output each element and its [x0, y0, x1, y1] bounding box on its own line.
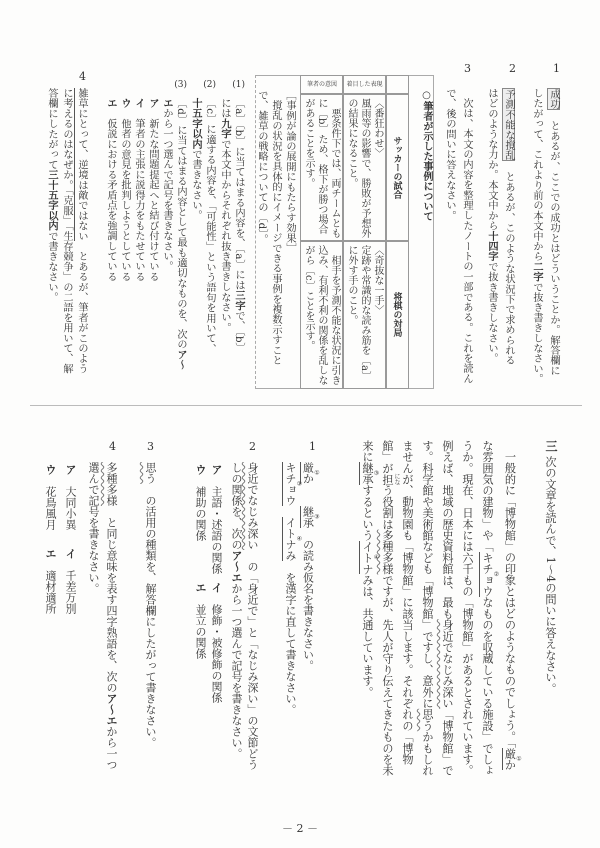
text: で書きなさい。	[46, 230, 57, 303]
text: とあるが、筆者がこのよう	[76, 251, 87, 374]
target-word: 思う	[421, 708, 434, 732]
question-number: 4	[109, 440, 116, 453]
mark-number: ③	[373, 462, 380, 485]
text: う役割は	[381, 484, 394, 530]
choice-item	[64, 464, 77, 530]
target-word: イトナ	[361, 540, 374, 575]
part3-question-4	[84, 462, 120, 770]
target-word: 思う	[144, 462, 157, 484]
choice-item	[194, 582, 207, 659]
target-word: 継承	[361, 462, 374, 485]
choice-list	[103, 98, 159, 282]
text: 一般的に「博物館」の印象とはどのようなものでしょう。「	[503, 451, 517, 748]
text: で書きなさい。	[190, 149, 201, 221]
choice-list	[192, 464, 224, 574]
choice-list	[40, 548, 80, 614]
emphasis: ア～エ	[230, 550, 243, 583]
text: 「博物館」で	[441, 708, 454, 777]
choice-item	[133, 98, 144, 282]
choice-text: 他者の意見を批判しようとしている	[119, 118, 130, 282]
part3-question-1	[282, 462, 320, 715]
text: を漢字に直して書きなさい。	[284, 572, 297, 715]
question-number: 2	[249, 440, 256, 453]
question-number: 3	[147, 440, 154, 453]
passage-line	[441, 440, 454, 776]
question-number: 1	[553, 62, 560, 75]
choice-text: 並立の関係	[194, 604, 207, 659]
text: で抜き書きしなさい。	[531, 281, 542, 384]
target-word: 身近でなじみ深い	[246, 462, 259, 550]
emphasis: 九字	[219, 118, 230, 139]
soccer-focus-cell	[342, 93, 387, 242]
mark-number: ②	[296, 462, 303, 506]
subquestion-1	[217, 98, 245, 353]
shogi-focus-cell	[342, 240, 387, 389]
text: と同じ意味を表す四字熟語を、次の	[105, 517, 118, 693]
text: 館」が	[381, 440, 394, 474]
choice-item	[210, 464, 223, 574]
marked-phrase: 予測不能な撹乱	[503, 89, 514, 161]
mark-number: ④	[296, 517, 303, 561]
furigana: にな	[393, 473, 400, 486]
emphasis: ア～エ	[105, 693, 118, 726]
text: みは、共通しています。	[361, 574, 374, 698]
choice-text: 筆者の主張に説得力をもたせている	[133, 118, 144, 282]
text: な雰囲気の建物」や「	[481, 440, 494, 552]
question-text	[441, 88, 475, 388]
choice-label: ア	[64, 464, 77, 475]
text: ですが、先人が守り伝えてきたものを未	[381, 574, 394, 777]
emphasis: エ	[161, 98, 172, 109]
text: で、後の問いに答えなさい。	[444, 88, 455, 221]
mark-number: ①	[313, 462, 321, 484]
question-number: 4	[79, 70, 86, 83]
text: かもしれ	[421, 731, 434, 777]
passage-line	[481, 440, 500, 777]
passage-line: ませんが、動物園も「博物館」に該当します。それぞれの「博物	[401, 440, 414, 765]
question-text	[44, 88, 89, 374]
marked-phrase: 雑草にとって、逆境は敵ではない	[76, 88, 87, 241]
subquestion-number: (3)	[174, 80, 187, 90]
subquestion-3	[159, 98, 187, 370]
text: で、〔b〕	[233, 310, 244, 353]
emphasis: ア～	[175, 349, 186, 370]
emphasis: 十四字	[486, 230, 497, 262]
column-header-intent: 筆者の意図	[300, 75, 344, 95]
text: 例えば、地域の歴史資料館は、最も	[441, 440, 454, 620]
subquestion-2	[188, 98, 216, 354]
choice-label: ア	[210, 464, 223, 475]
text: の読み仮名を書きなさい。	[301, 539, 315, 671]
target-word: 多種多様	[105, 462, 118, 506]
choice-text: 適材適所	[44, 570, 57, 614]
part3-question-2	[228, 462, 260, 770]
text: から一つ選んで記号を書きなさい。	[161, 108, 172, 272]
text: 来に	[361, 440, 374, 463]
passage-line	[421, 440, 434, 776]
passage-line	[361, 440, 380, 698]
cell-text: 風雨等の影響で、勝敗が予想外の結果になること。	[346, 98, 370, 238]
emphasis: 三字	[233, 290, 244, 311]
text: す。科学館や美術館なども「博物館」ですし、意外に	[421, 440, 434, 709]
text: したがって、これより前の本文中から	[531, 88, 542, 262]
choice-item	[44, 464, 57, 530]
text: の「身近で」と「なじみ深い」の文節どう	[246, 561, 259, 770]
choice-text: 主語・述語の関係	[210, 486, 223, 574]
question-number: 3	[464, 62, 471, 75]
question-text	[528, 88, 562, 388]
effect-text: 撹乱の状況を具体的にイメージできる事例を複数示すこと	[270, 100, 281, 366]
target-word: 厳か	[503, 748, 517, 771]
question-number: 2	[509, 62, 516, 75]
section-divider	[30, 405, 582, 406]
text: から一つ選んで記号を書きなさい。	[230, 583, 243, 759]
note-title: ○筆者が示した事例について	[421, 90, 432, 221]
choice-text: 修飾・被修飾の関係	[210, 604, 223, 703]
choice-text: 仮説における矛盾点を強調している	[105, 118, 116, 282]
choice-label: イ	[64, 548, 77, 559]
choice-item	[119, 98, 130, 282]
passage-line	[381, 440, 400, 777]
question-text	[483, 88, 517, 388]
choice-item	[210, 582, 223, 703]
cell-text: 定跡や常識的な読み筋を〔a〕に外す手のこと。	[346, 245, 370, 381]
target-word: イトナみ	[284, 517, 297, 561]
row-header-shogi: 将棋の対局	[385, 240, 409, 389]
soccer-intent-cell	[300, 93, 344, 242]
target-word: 身近でなじみ深い	[441, 619, 454, 709]
mark-number: ④	[373, 540, 380, 575]
choice-item	[44, 548, 57, 614]
question-number: 1	[309, 440, 316, 453]
effect-title: ［事例が論の展開にもたらす効果］	[284, 90, 295, 254]
subquestion-number: (1)	[232, 80, 245, 90]
text: はどのような力か。本文中から	[486, 88, 497, 231]
column-header-focus: 着目した表現	[342, 75, 387, 95]
choice-label: イ	[133, 98, 144, 109]
section-heading: 三	[544, 440, 558, 452]
choice-text: 花鳥風月	[44, 486, 57, 530]
choice-list	[192, 582, 224, 703]
emphasis: 十五字以内	[190, 98, 201, 149]
marked-phrase: 成功	[548, 89, 559, 110]
choice-item	[194, 464, 207, 541]
part3-question-3	[142, 462, 158, 748]
reading-passage	[357, 440, 522, 780]
choice-label: ウ	[44, 464, 57, 475]
table-corner	[385, 75, 409, 95]
text: 〔a〕〔b〕に当てはまる内容を、〔a〕には	[233, 98, 244, 291]
choice-list	[40, 464, 80, 530]
passage-line	[500, 440, 523, 770]
choice-label: ウ	[194, 464, 207, 475]
effect-section	[254, 90, 296, 385]
target-word: 厳か	[301, 462, 315, 484]
page-number: － 2 －	[282, 822, 318, 835]
choice-label: ア	[147, 98, 158, 109]
text: の活用の種類を、解答欄にしたがって書きなさい。	[144, 495, 157, 748]
text: 答欄にしたがって	[46, 88, 57, 170]
choice-text: 補助の関係	[194, 486, 207, 541]
text: 〔c〕に適する内容を、「可能性」という語句を用いて、	[204, 98, 215, 354]
text: に考えるのはなぜか。「克服」「生存競争」の二語を用いて、解	[61, 88, 72, 374]
choice-text: 千差万別	[64, 570, 77, 614]
choice-label: イ	[210, 582, 223, 593]
expression-title: 〈奇抜な一手〉	[372, 245, 383, 315]
text: 次は、本文の内容を整理したノートの一部である。これを読ん	[461, 98, 472, 384]
emphasis: 三十五字以内	[46, 169, 57, 231]
choice-label: エ	[44, 548, 57, 559]
mark-number: ②	[493, 552, 500, 597]
choice-label: エ	[105, 98, 116, 109]
text: 選んで記号を書きなさい。	[87, 462, 100, 594]
cell-text: 悪条件下では、両チームともに〔b〕ため、格下が勝つ場合があることを示す。	[303, 98, 340, 238]
cell-text: 相手を予測不能な状況に引き込み、有利不利の関係を乱しながら〔c〕ことを示す。	[303, 245, 340, 385]
target-word: キチョウ	[284, 462, 297, 506]
choice-item	[147, 98, 158, 282]
choice-text: 大同小異	[64, 486, 77, 530]
effect-text: で、雑草の戦略についての〔d〕。	[256, 90, 267, 245]
emphasis: 二字	[531, 261, 542, 282]
target-word: キチョウ	[481, 552, 494, 597]
target-word: 多種多様	[381, 529, 394, 575]
text: とあるが、ここでの成功とはどういうことか。解答欄に	[548, 120, 559, 376]
text: しの関係を、次の	[230, 462, 243, 550]
expression-title: 〈番狂わせ〉	[372, 98, 383, 158]
section-instruction: 次の文章を読んで、1～4の問いに答えなさい。	[544, 456, 557, 695]
text: には	[219, 98, 230, 119]
row-header-soccer: サッカーの試合	[385, 93, 409, 242]
passage-line: うか。現在、日本には六千もの「博物館」があるとされています。	[461, 440, 474, 776]
choice-item	[105, 98, 116, 282]
text: で本文中からそれぞれ抜き書きしなさい。	[219, 138, 230, 333]
text: から一つ	[105, 726, 118, 770]
subquestion-number: (2)	[203, 80, 216, 90]
mark-number: ③	[313, 506, 321, 528]
text: するという	[361, 484, 374, 541]
text: で抜き書きしなさい。	[486, 261, 497, 364]
choice-item	[64, 548, 77, 614]
choice-label: エ	[194, 582, 207, 593]
choice-label: ウ	[119, 98, 130, 109]
target-word: 継承	[301, 506, 315, 528]
shogi-intent-cell	[300, 240, 344, 389]
mark-number: ①	[515, 748, 523, 771]
text: なものを収蔵している施設」でしょ	[481, 596, 494, 777]
text: 〔d〕に当てはまる内容として最も適切なものを、次の	[175, 98, 186, 350]
text: 担	[381, 473, 394, 486]
choice-text: 新たな問題提起へと結び付けている	[147, 118, 158, 282]
text: とあるが、このような状況下で求められる	[503, 171, 514, 366]
